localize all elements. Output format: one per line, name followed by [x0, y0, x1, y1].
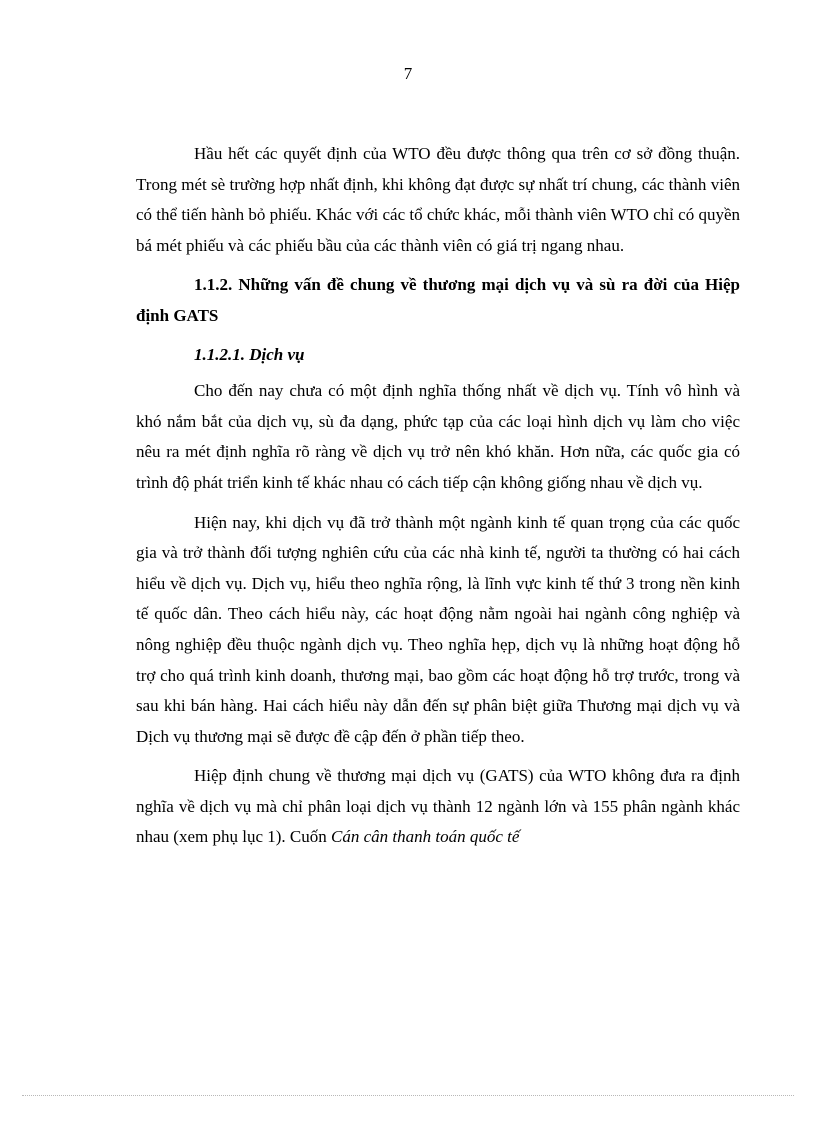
paragraph-service-definition: Cho đến nay chưa có một định nghĩa thống nhất về dịch vụ. Tính vô hình và khó nắm bắt của dịch vụ, sù đa dạng, phức tạp của các loại hình dịch vụ làm cho việc nêu ra mét định nghĩa rõ ràng về dịch vụ trở nên khó khăn. Hơn nữa, các quốc gia có trình độ phát triển kinh tế khác nhau có cách tiếp cận không giống nhau về dịch vụ.: [136, 381, 740, 492]
subsection-heading-1-1-2-1: 1.1.2.1. Dịch vụ: [194, 344, 305, 364]
page-bottom-divider: [22, 1095, 794, 1096]
book-title-italic: Cán cân thanh toán quốc tế: [331, 827, 520, 847]
paragraph-two-understandings: Hiện nay, khi dịch vụ đã trở thành một ngành kinh tế quan trọng của các quốc gia và trở thành đối tượng nghiên cứu của các nhà kinh tế, người ta thường có hai cách hiểu về dịch vụ. Dịch vụ, hiểu theo nghĩa rộng, là lĩnh vực kinh tế thứ 3 trong nền kinh tế quốc dân. Theo cách hiểu này, các hoạt động nằm ngoài hai ngành công nghiệp và nông nghiệp đều thuộc ngành dịch vụ. Theo nghĩa hẹp, dịch vụ là những hoạt động hỗ trợ cho quá trình kinh doanh, thương mại, bao gồm các hoạt động hỗ trợ trước, trong và sau khi bán hàng. Hai cách hiểu này dẫn đến sự phân biệt giữa Thương mại dịch vụ và Dịch vụ thương mại sẽ được đề cập đến ở phần tiếp theo.: [136, 512, 740, 746]
paragraph-gats-classification: [136, 761, 740, 853]
paragraph-gats-text: Hiệp định chung về thương mại dịch vụ (GATS) của WTO không đưa ra định nghĩa về dịch vụ mà chỉ phân loại dịch vụ thành 12 ngành lớn và 155 phân ngành khác nhau (xem phụ lục 1). Cuốn: [136, 766, 740, 847]
paragraph-wto-decisions: Hầu hết các quyết định của WTO đều được thông qua trên cơ sở đồng thuận. Trong mét sè trường hợp nhất định, khi không đạt được sự nhất trí chung, các thành viên có thể tiến hành bỏ phiếu. Khác với các tổ chức khác, mỗi thành viên WTO chỉ có quyền bá mét phiếu và các phiếu bầu của các thành viên có giá trị ngang nhau.: [136, 144, 740, 255]
page-number: 7: [403, 64, 413, 83]
section-heading-1-1-2: 1.1.2. Những vấn đề chung về thương mại dịch vụ và sù ra đời của Hiệp định GATS: [136, 275, 740, 325]
document-body: [136, 139, 740, 862]
